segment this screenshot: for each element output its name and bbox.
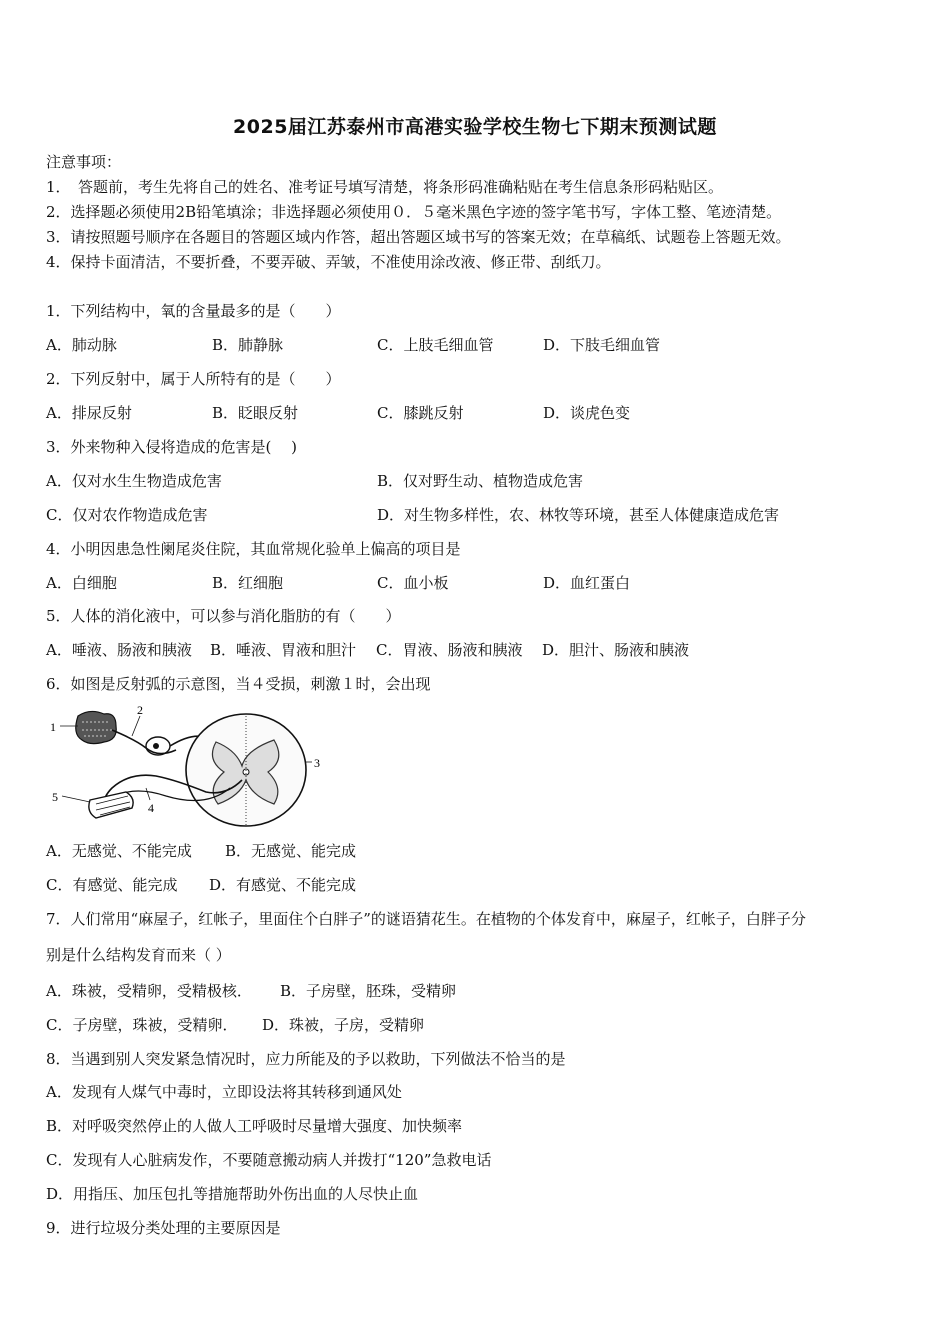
- q5-option-a[interactable]: A．唾液、肠液和胰液: [46, 641, 192, 659]
- q8-option-b[interactable]: B．对呼吸突然停止的人做人工呼吸时尽量增大强度、加快频率: [46, 1117, 463, 1135]
- q5-option-c[interactable]: C．胃液、肠液和胰液: [376, 641, 523, 659]
- q6-option-b[interactable]: B．无感觉、能完成: [225, 842, 357, 860]
- receptor-icon: [76, 711, 117, 743]
- q2-option-b[interactable]: B．眨眼反射: [212, 404, 299, 422]
- q3-option-d[interactable]: D．对生物多样性，农、林牧等环境，甚至人体健康造成危害: [377, 506, 780, 524]
- question-2-stem: 2．下列反射中，属于人所特有的是（ ）: [46, 370, 341, 388]
- question-4-stem: 4．小明因患急性阑尾炎住院，其血常规化验单上偏高的项目是: [46, 540, 461, 558]
- q1-option-c[interactable]: C．上肢毛细血管: [377, 336, 494, 354]
- notice-heading: 注意事项：: [46, 153, 122, 171]
- q4-option-c[interactable]: C．血小板: [377, 574, 449, 592]
- q3-option-a[interactable]: A．仅对水生生物造成危害: [46, 472, 222, 490]
- q6-option-c[interactable]: C．有感觉、能完成: [46, 876, 178, 894]
- figure-label-3: 3: [314, 756, 320, 770]
- figure-label-2: 2: [137, 703, 143, 717]
- reflex-arc-figure: [46, 700, 336, 834]
- q4-option-d[interactable]: D．血红蛋白: [543, 574, 631, 592]
- page-title: 2025届江苏泰州市高港实验学校生物七下期末预测试题: [233, 116, 717, 138]
- q8-option-d[interactable]: D．用指压、加压包扎等措施帮助外伤出血的人尽快止血: [46, 1185, 419, 1203]
- question-5-stem: 5．人体的消化液中，可以参与消化脂肪的有（ ）: [46, 607, 401, 625]
- q6-option-a[interactable]: A．无感觉、不能完成: [46, 842, 192, 860]
- notice-item: 2．选择题必须使用2B铅笔填涂；非选择题必须使用０．５毫米黑色字迹的签字笔书写，字体工整、笔迹清楚。: [46, 203, 782, 221]
- q1-option-a[interactable]: A．肺动脉: [46, 336, 117, 354]
- notice-item: 1． 答题前，考生先将自己的姓名、准考证号填写清楚，将条形码准确粘贴在考生信息条形码粘贴区。: [46, 178, 724, 196]
- q8-option-c[interactable]: C．发现有人心脏病发作，不要随意搬动病人并拨打“120”急救电话: [46, 1151, 492, 1169]
- question-8-stem: 8．当遇到别人突发紧急情况时，应力所能及的予以救助，下列做法不恰当的是: [46, 1050, 566, 1068]
- q2-option-a[interactable]: A．排尿反射: [46, 404, 132, 422]
- figure-label-4: 4: [148, 801, 154, 815]
- question-1-stem: 1．下列结构中，氧的含量最多的是（ ）: [46, 302, 341, 320]
- notice-item: 3．请按照题号顺序在各题目的答题区域内作答，超出答题区域书写的答案无效；在草稿纸、试题卷上答题无效。: [46, 228, 791, 246]
- reflex-arc-diagram: [46, 700, 336, 830]
- q4-option-a[interactable]: A．白细胞: [46, 574, 117, 592]
- question-7-stem-cont: 别是什么结构发育而来（ ）: [46, 946, 231, 964]
- question-6-stem: 6．如图是反射弧的示意图，当４受损，刺激１时，会出现: [46, 675, 431, 693]
- q5-option-b[interactable]: B．唾液、胃液和胆汁: [210, 641, 357, 659]
- q5-option-d[interactable]: D．胆汁、肠液和胰液: [542, 641, 690, 659]
- q7-option-d[interactable]: D．珠被，子房，受精卵: [262, 1016, 425, 1034]
- q8-option-a[interactable]: A．发现有人煤气中毒时，立即设法将其转移到通风处: [46, 1083, 402, 1101]
- spinal-cord-icon: [186, 714, 306, 826]
- notice-item: 4．保持卡面清洁，不要折叠，不要弄破、弄皱，不准使用涂改液、修正带、刮纸刀。: [46, 253, 611, 271]
- q6-option-d[interactable]: D．有感觉、不能完成: [209, 876, 357, 894]
- q2-option-c[interactable]: C．膝跳反射: [377, 404, 464, 422]
- q4-option-b[interactable]: B．红细胞: [212, 574, 284, 592]
- q1-option-b[interactable]: B．肺静脉: [212, 336, 284, 354]
- q3-option-c[interactable]: C．仅对农作物造成危害: [46, 506, 208, 524]
- figure-label-1: 1: [50, 720, 56, 734]
- question-3-stem: 3．外来物种入侵将造成的危害是( ): [46, 438, 298, 456]
- q7-option-a[interactable]: A．珠被，受精卵，受精极核．: [46, 982, 252, 1000]
- q3-option-b[interactable]: B．仅对野生动、植物造成危害: [377, 472, 584, 490]
- q7-option-b[interactable]: B．子房壁，胚珠，受精卵: [280, 982, 457, 1000]
- q1-option-d[interactable]: D．下肢毛细血管: [543, 336, 661, 354]
- question-7-stem: 7．人们常用“麻屋子，红帐子，里面住个白胖子”的谜语猜花生。在植物的个体发育中，麻屋子，红帐子，白胖子分: [46, 910, 806, 928]
- q7-option-c[interactable]: C．子房壁，珠被，受精卵．: [46, 1016, 238, 1034]
- effector-muscle-icon: [89, 792, 133, 818]
- question-9-stem: 9．进行垃圾分类处理的主要原因是: [46, 1219, 281, 1237]
- figure-label-5: 5: [52, 790, 58, 804]
- q2-option-d[interactable]: D．谈虎色变: [543, 404, 631, 422]
